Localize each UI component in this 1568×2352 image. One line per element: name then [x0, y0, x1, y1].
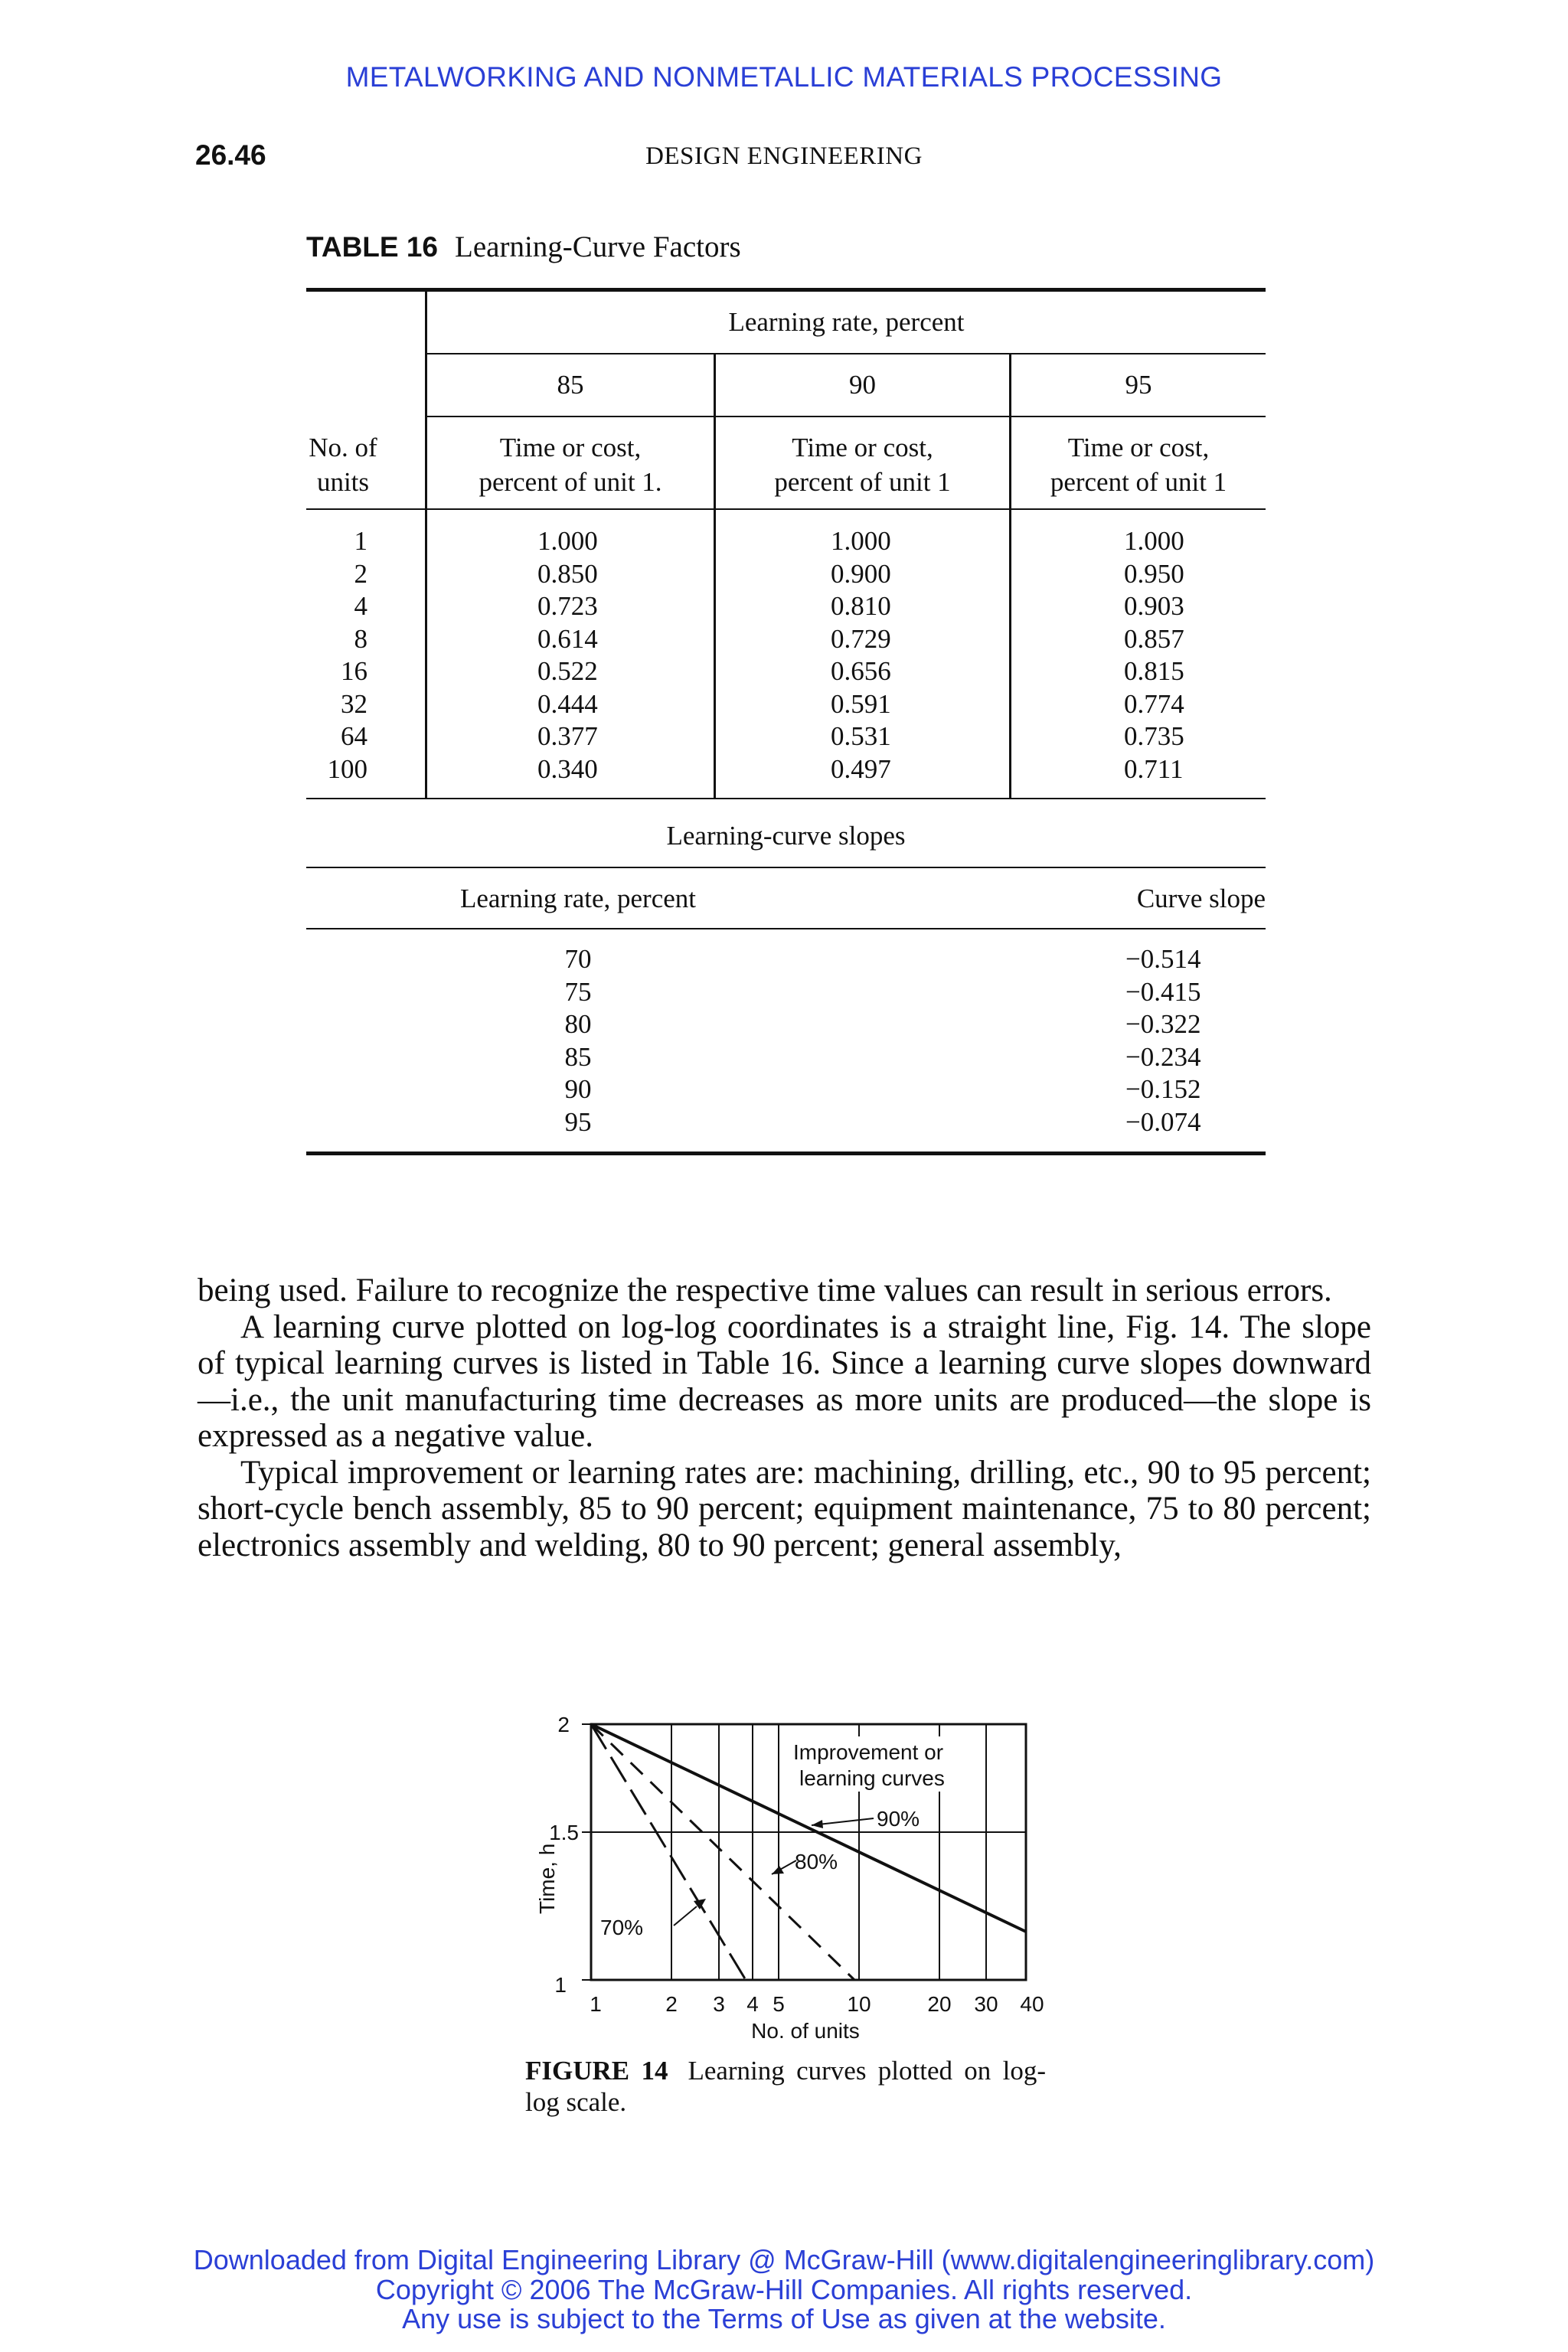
value-90-cell: 1.000	[831, 526, 891, 556]
units-column	[306, 525, 368, 786]
values-90-column	[831, 525, 923, 786]
figure-caption-label: FIGURE 14	[525, 2056, 668, 2086]
arrowhead-90	[812, 1820, 823, 1828]
x-tick-label: 4	[746, 1992, 759, 2016]
value-85-cell: 0.850	[537, 558, 598, 589]
table-number: TABLE 16	[306, 231, 439, 263]
running-head: METALWORKING AND NONMETALLIC MATERIALS PROCESSING	[345, 61, 1223, 93]
annotation-line1: Improvement or	[793, 1740, 944, 1764]
units-column-divider	[425, 289, 427, 799]
slopes-col1-header: Learning rate, percent	[459, 884, 696, 913]
slope-value-cell: −0.152	[1125, 1074, 1201, 1104]
header-bottom-rule	[306, 508, 1266, 510]
value-90-cell: 0.810	[831, 591, 891, 621]
col-header-90	[716, 430, 1009, 499]
table-bottom-rule	[306, 1152, 1266, 1155]
label-90: 90%	[877, 1807, 920, 1831]
value-90-cell: 0.656	[831, 656, 891, 686]
data-bottom-rule	[306, 798, 1266, 799]
footer-line: Copyright © 2006 The McGraw-Hill Companies. All rights reserved.	[375, 2273, 1193, 2305]
col-header-line1: Time or cost,	[792, 433, 933, 462]
slope-value-cell: −0.415	[1125, 976, 1201, 1007]
table-title: Learning-Curve Factors	[455, 230, 741, 263]
slope-rate-cell: 70	[564, 944, 592, 974]
slopes-header-rule	[306, 928, 1266, 929]
figure-caption-text: Learning curves plotted on log-log scale.	[525, 2056, 1047, 2117]
body-text	[198, 1272, 1371, 1563]
value-95-cell: 0.903	[1124, 591, 1184, 621]
value-95-cell: 0.857	[1124, 623, 1184, 654]
units-cell: 100	[327, 753, 368, 784]
col-header-line2: percent of unit 1	[774, 467, 951, 497]
figure-caption	[525, 2055, 1046, 2118]
value-85-cell: 0.522	[537, 656, 598, 686]
slope-value-cell: −0.074	[1125, 1106, 1201, 1137]
page-number: 26.46	[195, 139, 266, 171]
value-85-cell: 0.444	[537, 688, 598, 719]
value-95-cell: 0.711	[1124, 753, 1184, 784]
slope-rate-cell: 80	[564, 1009, 592, 1039]
y-tick-label: 2	[557, 1713, 570, 1736]
value-95-cell: 0.950	[1124, 558, 1184, 589]
table-top-rule	[306, 288, 1266, 292]
slope-value-cell: −0.514	[1125, 944, 1201, 974]
value-90-cell: 0.497	[831, 753, 891, 784]
value-95-cell: 0.774	[1124, 688, 1184, 719]
x-tick-label: 1	[590, 1992, 602, 2016]
value-90-cell: 0.591	[831, 688, 891, 719]
label-70: 70%	[600, 1916, 644, 1939]
col-header-line2: percent of unit 1.	[479, 467, 662, 497]
units-header	[297, 430, 389, 499]
value-85-cell: 0.340	[537, 753, 598, 784]
rate-header-90: 90	[849, 370, 876, 400]
units-header-line2: units	[316, 467, 370, 497]
col-header-85	[427, 430, 714, 499]
value-85-cell: 0.377	[537, 721, 598, 751]
value-85-cell: 0.614	[537, 623, 598, 654]
units-cell: 64	[341, 721, 368, 751]
col-divider-1	[714, 354, 716, 799]
values-85-column	[537, 525, 629, 786]
slope-rate-cell: 85	[564, 1041, 592, 1072]
col-divider-2	[1009, 354, 1011, 799]
units-cell: 16	[341, 656, 368, 686]
slope-rate-cell: 75	[564, 976, 592, 1007]
rate-header-rule	[427, 416, 1266, 417]
value-85-cell: 0.723	[537, 591, 598, 621]
units-cell: 2	[354, 558, 368, 589]
value-85-cell: 1.000	[537, 526, 598, 556]
group-header-rule	[427, 353, 1266, 354]
paragraph: A learning curve plotted on log-log coordinates is a straight line, Fig. 14. The slope of typical learning curves is listed in Table 16. Since a learning curve slopes downward—i.e., the unit manufacturing time decreases as more units are produced—the slope is expressed as a negative value.	[198, 1308, 1371, 1454]
download-footer	[0, 2246, 1568, 2334]
section-title: DESIGN ENGINEERING	[645, 142, 923, 170]
y-tick-label: 1	[554, 1973, 567, 1997]
y-tick-label: 1.5	[549, 1821, 579, 1844]
x-tick-label: 3	[713, 1992, 725, 2016]
rate-header-85: 85	[557, 370, 584, 400]
x-tick-label: 10	[847, 1992, 871, 2016]
units-header-line1: No. of	[309, 433, 377, 462]
col-header-line2: percent of unit 1	[1050, 467, 1227, 497]
col-header-line1: Time or cost,	[1067, 433, 1210, 462]
col-header-95	[1011, 430, 1266, 499]
group-header: Learning rate, percent	[728, 307, 965, 337]
x-axis-label: No. of units	[751, 2019, 860, 2043]
value-90-cell: 0.531	[831, 721, 891, 751]
value-95-cell: 0.815	[1124, 656, 1184, 686]
leader-70	[674, 1906, 697, 1926]
slope-rate-cell: 95	[564, 1106, 592, 1137]
footer-line: Downloaded from Digital Engineering Library @ McGraw-Hill (www.digitalengineeringlibrary.com)	[193, 2244, 1375, 2275]
x-tick-label: 2	[665, 1992, 678, 2016]
slope-values-column	[1125, 943, 1239, 1138]
slopes-col2-header: Curve slope	[1136, 884, 1266, 913]
units-cell: 32	[341, 688, 368, 719]
annotation-line2: learning curves	[799, 1766, 945, 1790]
value-95-cell: 0.735	[1124, 721, 1184, 751]
slope-value-cell: −0.234	[1125, 1041, 1201, 1072]
slope-rate-cell: 90	[564, 1074, 592, 1104]
units-cell: 1	[354, 526, 368, 556]
learning-curve-figure	[505, 1707, 1072, 2044]
col-header-line1: Time or cost,	[499, 433, 642, 462]
slopes-title: Learning-curve slopes	[666, 821, 906, 851]
rate-header-95: 95	[1125, 370, 1152, 400]
slope-value-cell: −0.322	[1125, 1009, 1201, 1039]
label-80: 80%	[795, 1850, 838, 1873]
values-95-column	[1124, 525, 1216, 786]
slope-rates-column	[536, 943, 620, 1138]
x-tick-label: 20	[927, 1992, 952, 2016]
x-tick-label: 40	[1020, 1992, 1044, 2016]
value-90-cell: 0.729	[831, 623, 891, 654]
units-cell: 8	[354, 623, 368, 654]
paragraph: Typical improvement or learning rates are: machining, drilling, etc., 90 to 95 percent; short-cycle bench assembly, 85 to 90 percent; equipment maintenance, 75 to 80 percent; electronics assembly and welding, 80 to 90 percent; general assembly,	[198, 1454, 1371, 1563]
paragraph: being used. Failure to recognize the respective time values can result in serious errors.	[198, 1272, 1332, 1308]
slopes-title-rule	[306, 867, 1266, 868]
value-90-cell: 0.900	[831, 558, 891, 589]
units-cell: 4	[354, 591, 368, 621]
y-axis-label: Time, h	[535, 1843, 559, 1914]
table-caption	[306, 230, 741, 264]
footer-line: Any use is subject to the Terms of Use as given at the website.	[402, 2303, 1166, 2334]
x-tick-label: 5	[773, 1992, 785, 2016]
value-95-cell: 1.000	[1124, 526, 1184, 556]
x-tick-label: 30	[974, 1992, 998, 2016]
